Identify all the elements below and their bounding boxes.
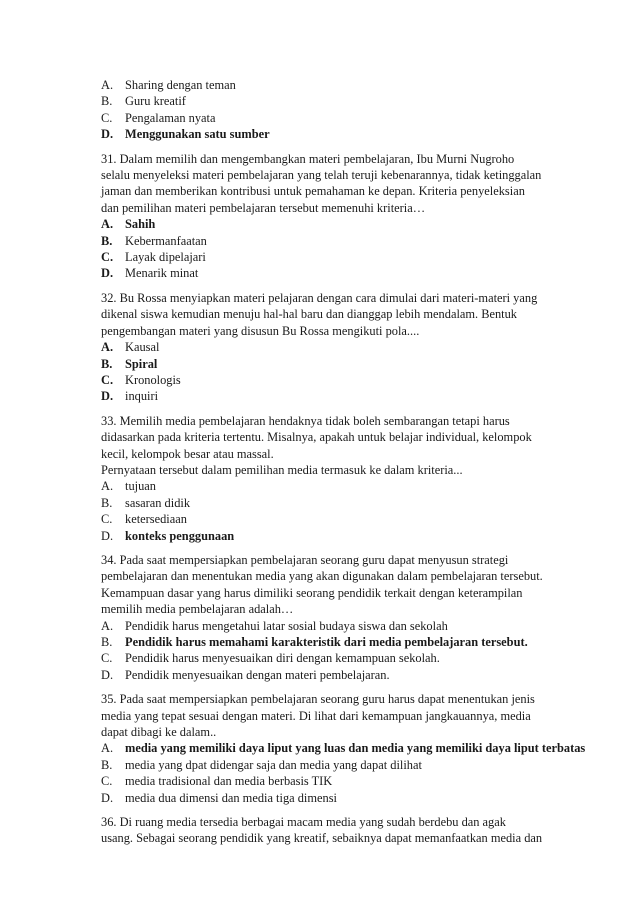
- question-36-line: usang. Sebagai seorang pendidik yang kreatif, sebaiknya dapat memanfaatkan media dan: [101, 831, 543, 846]
- q31-option-b: B. Kebermanfaatan: [101, 233, 207, 248]
- question-36: [101, 814, 571, 847]
- question-34: [101, 552, 571, 683]
- question-31: [101, 151, 571, 282]
- question-32: [101, 290, 571, 405]
- q34-option-a: A. Pendidik harus mengetahui latar sosial budaya siswa dan sekolah: [101, 618, 448, 633]
- q30-option-a: A. Sharing dengan teman: [101, 78, 236, 92]
- question-31-line: selalu menyeleksi materi pembelajaran yang telah teruji kebenarannya, tidak ketinggalan: [101, 168, 542, 183]
- q35-option-d: D. media dua dimensi dan media tiga dimensi: [101, 790, 337, 805]
- question-35: [101, 691, 586, 806]
- question-35-line: 35. Pada saat mempersiapkan pembelajaran seorang guru harus dapat menentukan jenis: [101, 692, 535, 707]
- q30-option-d: D. Menggunakan satu sumber: [101, 127, 270, 142]
- q33-option-d: D. konteks penggunaan: [101, 528, 235, 543]
- question-35-line: dapat dibagi ke dalam..: [101, 725, 217, 740]
- q30-option-c: C. Pengalaman nyata: [101, 110, 216, 125]
- document-content: [101, 77, 586, 847]
- q31-option-a: A. Sahih: [101, 217, 156, 232]
- q33-option-a: A. tujuan: [101, 479, 156, 494]
- question-34-line: memilih media pembelajaran adalah…: [101, 602, 294, 617]
- question-34-line: pembelajaran dan menentukan media yang akan digunakan dalam pembelajaran tersebut.: [101, 569, 543, 584]
- question-33-line: Pernyataan tersebut dalam pemilihan media termasuk ke dalam kriteria...: [101, 462, 463, 477]
- question-36-line: 36. Di ruang media tersedia berbagai macam media yang sudah berdebu dan agak: [101, 815, 506, 830]
- q35-option-a: A. media yang memiliki daya liput yang luas dan media yang memiliki daya liput terbatas: [101, 741, 586, 756]
- q31-option-c: C. Layak dipelajari: [101, 250, 206, 265]
- q33-option-c: C. ketersediaan: [101, 512, 187, 527]
- question-31-line: jaman dan memberikan kontribusi untuk pemahaman ke depan. Kriteria penyeleksian: [101, 184, 525, 199]
- question-35-line: media yang tepat sesuai dengan materi. Di lihat dari kemampuan jangkauannya, media: [101, 708, 531, 723]
- question-32-line: pengembangan materi yang disusun Bu Rossa mengikuti pola....: [101, 323, 420, 338]
- question-33-line: kecil, kelompok besar atau massal.: [101, 446, 274, 461]
- q34-option-c: C. Pendidik harus menyesuaikan diri dengan kemampuan sekolah.: [101, 651, 440, 666]
- q31-option-d: D. Menarik minat: [101, 266, 199, 281]
- q32-option-c: C. Kronologis: [101, 372, 181, 387]
- q30-option-b: B. Guru kreatif: [101, 94, 186, 109]
- question-32-line: 32. Bu Rossa menyiapkan materi pelajaran dengan cara dimulai dari materi-materi yang: [101, 290, 538, 305]
- question-32-line: dikenal siswa kemudian menuju hal-hal baru dan dianggap lebih mendalam. Bentuk: [101, 307, 518, 322]
- question-33: [101, 413, 571, 544]
- q34-option-b: B. Pendidik harus memahami karakteristik dari media pembelajaran tersebut.: [101, 635, 528, 649]
- question-34-line: Kemampuan dasar yang harus dimiliki seorang pendidik terkait dengan keterampilan: [101, 585, 523, 600]
- q35-option-b: B. media yang dpat didengar saja dan media yang dapat dilihat: [101, 757, 422, 772]
- question-33-line: 33. Memilih media pembelajaran hendaknya tidak boleh sembarangan tetapi harus: [101, 413, 510, 428]
- q33-option-b: B. sasaran didik: [101, 495, 191, 510]
- question-31-line: 31. Dalam memilih dan mengembangkan materi pembelajaran, Ibu Murni Nugroho: [101, 151, 515, 166]
- question-31-line: dan pemilihan materi pembelajaran tersebut memenuhi kriteria…: [101, 200, 426, 215]
- q32-option-b: B. Spiral: [101, 356, 158, 371]
- question-33-line: didasarkan pada kriteria tertentu. Misalnya, apakah untuk belajar individual, kelompok: [101, 430, 532, 445]
- q35-option-c: C. media tradisional dan media berbasis TIK: [101, 774, 333, 789]
- q32-option-d: D. inquiri: [101, 389, 159, 404]
- q32-option-a: A. Kausal: [101, 340, 160, 355]
- question-34-line: 34. Pada saat mempersiapkan pembelajaran seorang guru dapat menyusun strategi: [101, 552, 509, 567]
- q34-option-d: D. Pendidik menyesuaikan dengan materi pembelajaran.: [101, 667, 390, 682]
- q30-options: [101, 77, 571, 143]
